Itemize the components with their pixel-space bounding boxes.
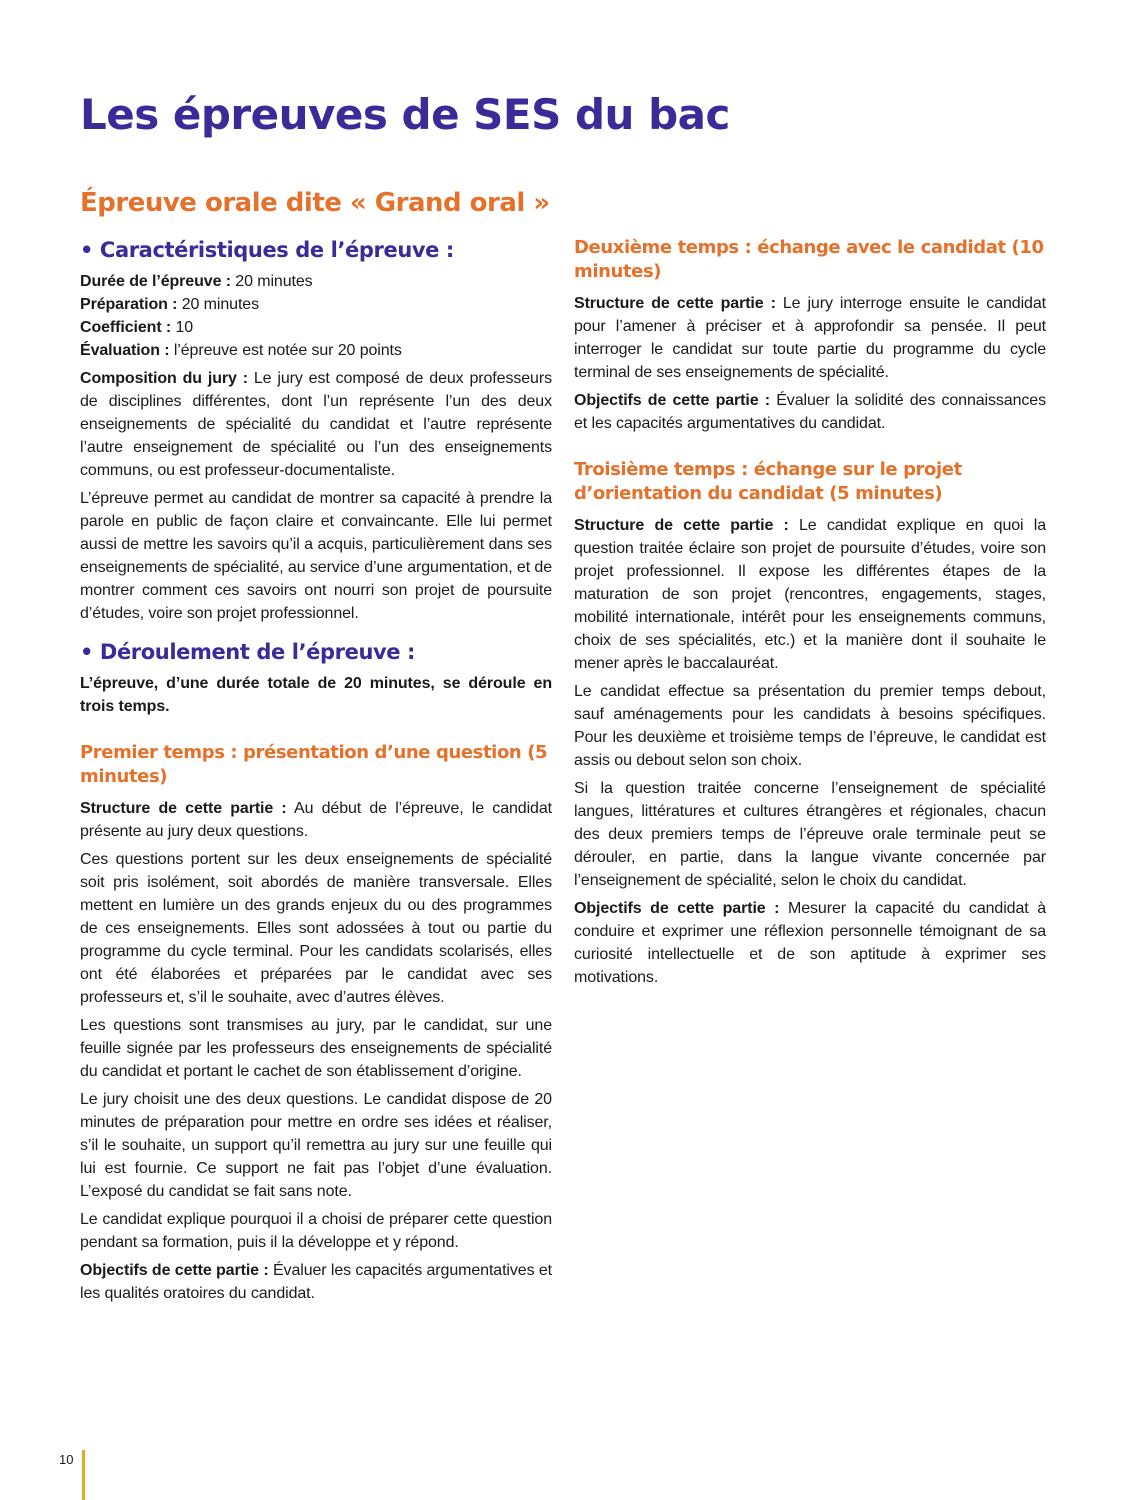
page-title: Les épreuves de SES du bac <box>80 90 730 139</box>
troisieme-objectifs-label: Objectifs de cette partie : <box>574 900 780 917</box>
troisieme-objectifs-text: Mesurer la capacité du candidat à conduire et exprimer une réflexion personnelle témoignant de sa curiosité intellectuelle et de son aptitude à exprimer ses motivations. <box>574 900 1046 986</box>
premier-structure-label: Structure de cette partie : <box>80 800 287 817</box>
troisieme-temps-heading: Troisième temps : échange sur le projet d’orientation du candidat (5 minutes) <box>574 459 962 504</box>
coefficient-line <box>80 316 552 339</box>
deuxieme-objectifs-paragraph <box>574 389 1046 435</box>
duree-value: 20 minutes <box>230 273 313 290</box>
troisieme-structure-label: Structure de cette partie : <box>574 517 789 534</box>
deuxieme-structure-text: Le jury interroge ensuite le candidat pour l’amener à préciser et à approfondir sa pensée. Il peut interroger le candidat sur toute partie du programme du cycle terminal de ses enseignements de spécialité. <box>574 295 1046 381</box>
deuxieme-objectifs-text: Évaluer la solidité des connaissances et les capacités argumentatives du candidat. <box>574 392 1046 432</box>
evaluation-label: Évaluation : <box>80 342 170 359</box>
right-column <box>574 236 1046 994</box>
duree-label: Durée de l’épreuve : <box>80 273 231 290</box>
premier-paragraph-4: Le candidat explique pourquoi il a choisi de préparer cette question pendant sa formation, puis il la développe et y répond. <box>80 1211 552 1251</box>
premier-paragraph-1: Ces questions portent sur les deux enseignements de spécialité soit pris isolément, soit abordés de manière transversale. Elles mettent en lumière un des grands enjeux du ou des programmes de ces enseignements. Elles sont adossées à tout ou partie du programme du cycle terminal. Pour les candidats scolarisés, elles ont été élaborées et préparées par le candidat avec ses professeurs et, s’il le souhaite, avec d’autres élèves. <box>80 851 552 1006</box>
jury-paragraph <box>80 367 552 482</box>
troisieme-paragraph-2: Si la question traitée concerne l’enseignement de spécialité langues, littératures et cultures étrangères et régionales, chacun des deux premiers temps de l’épreuve orale terminale peut se dérouler, en partie, dans la langue vivante concernée par l’enseignement de spécialité, selon le choix du candidat. <box>574 780 1046 889</box>
troisieme-paragraph-1: Le candidat effectue sa présentation du premier temps debout, sauf aménagements pour les candidats à besoins spécifiques. Pour les deuxième et troisième temps de l’épreuve, le candidat est assis ou debout selon son choix. <box>574 683 1046 769</box>
evaluation-line <box>80 339 552 362</box>
deuxieme-structure-paragraph <box>574 292 1046 384</box>
premier-paragraph-3: Le jury choisit une des deux questions. Le candidat dispose de 20 minutes de préparation pour mettre en ordre ses idées et réaliser, s’il le souhaite, un support qu’il remettra au jury sur une feuille qui lui est fournie. Ce support ne fait pas l’objet d’une évaluation. L’exposé du candidat se fait sans note. <box>80 1091 552 1200</box>
duree-line <box>80 270 552 293</box>
premier-objectifs-paragraph <box>80 1259 552 1305</box>
premier-structure-text: Au début de l’épreuve, le candidat présente au jury deux questions. <box>80 800 552 840</box>
deroulement-heading: • Déroulement de l’épreuve : <box>80 640 416 664</box>
coefficient-value: 10 <box>171 319 194 336</box>
troisieme-structure-text: Le candidat explique en quoi la question traitée éclaire son projet de poursuite d’études, voire son projet professionnel. Il expose les différentes étapes de la maturation de son projet (rencontres, engagements, stages, mobilité internationale, intérêt pour les enseignements communs, choix de ses spécialités, etc.) et la manière dont il souhaite le mener après le baccalauréat. <box>574 517 1046 672</box>
jury-label: Composition du jury : <box>80 370 248 387</box>
preparation-label: Préparation : <box>80 296 178 313</box>
preparation-value: 20 minutes <box>177 296 260 313</box>
premier-structure-paragraph <box>80 797 552 843</box>
deuxieme-objectifs-label: Objectifs de cette partie : <box>574 392 770 409</box>
preparation-line <box>80 293 552 316</box>
troisieme-structure-paragraph <box>574 514 1046 675</box>
left-column <box>80 236 552 1310</box>
premier-paragraph-2: Les questions sont transmises au jury, par le candidat, sur une feuille signée par les professeurs des enseignements de spécialité du candidat et portant le cachet de son établissement d’origine. <box>80 1017 552 1080</box>
coefficient-label: Coefficient : <box>80 319 172 336</box>
deroulement-lead: L’épreuve, d’une durée totale de 20 minutes, se déroule en trois temps. <box>80 675 552 715</box>
troisieme-objectifs-paragraph <box>574 897 1046 989</box>
intro-paragraph: L’épreuve permet au candidat de montrer sa capacité à prendre la parole en public de façon claire et convaincante. Elle lui permet aussi de mettre les savoirs qu’il a acquis, particulièrement dans ses enseignements de spécialité, au service d’une argumentation, et de montrer comment ces savoirs ont nourri son projet de poursuite d’études, voire son projet professionnel. <box>80 490 552 622</box>
premier-temps-heading: Premier temps : présentation d’une question (5 minutes) <box>80 742 548 787</box>
page-number: 10 <box>59 1452 74 1467</box>
evaluation-value: l’épreuve est notée sur 20 points <box>169 342 402 359</box>
deuxieme-temps-heading: Deuxième temps : échange avec le candidat (10 minutes) <box>574 237 1044 282</box>
deuxieme-structure-label: Structure de cette partie : <box>574 295 776 312</box>
premier-objectifs-text: Évaluer les capacités argumentatives et les qualités oratoires du candidat. <box>80 1262 552 1302</box>
section-title: Épreuve orale dite « Grand oral » <box>80 188 550 218</box>
caracteristiques-heading: • Caractéristiques de l’épreuve : <box>80 238 454 262</box>
premier-objectifs-label: Objectifs de cette partie : <box>80 1262 269 1279</box>
jury-text: Le jury est composé de deux professeurs de disciplines différentes, dont l’un représente l’un des deux enseignements de spécialité du candidat et l’autre représente l’autre enseignement de spécialité ou l’un des enseignements communs, ou est professeur-documentaliste. <box>80 370 552 479</box>
